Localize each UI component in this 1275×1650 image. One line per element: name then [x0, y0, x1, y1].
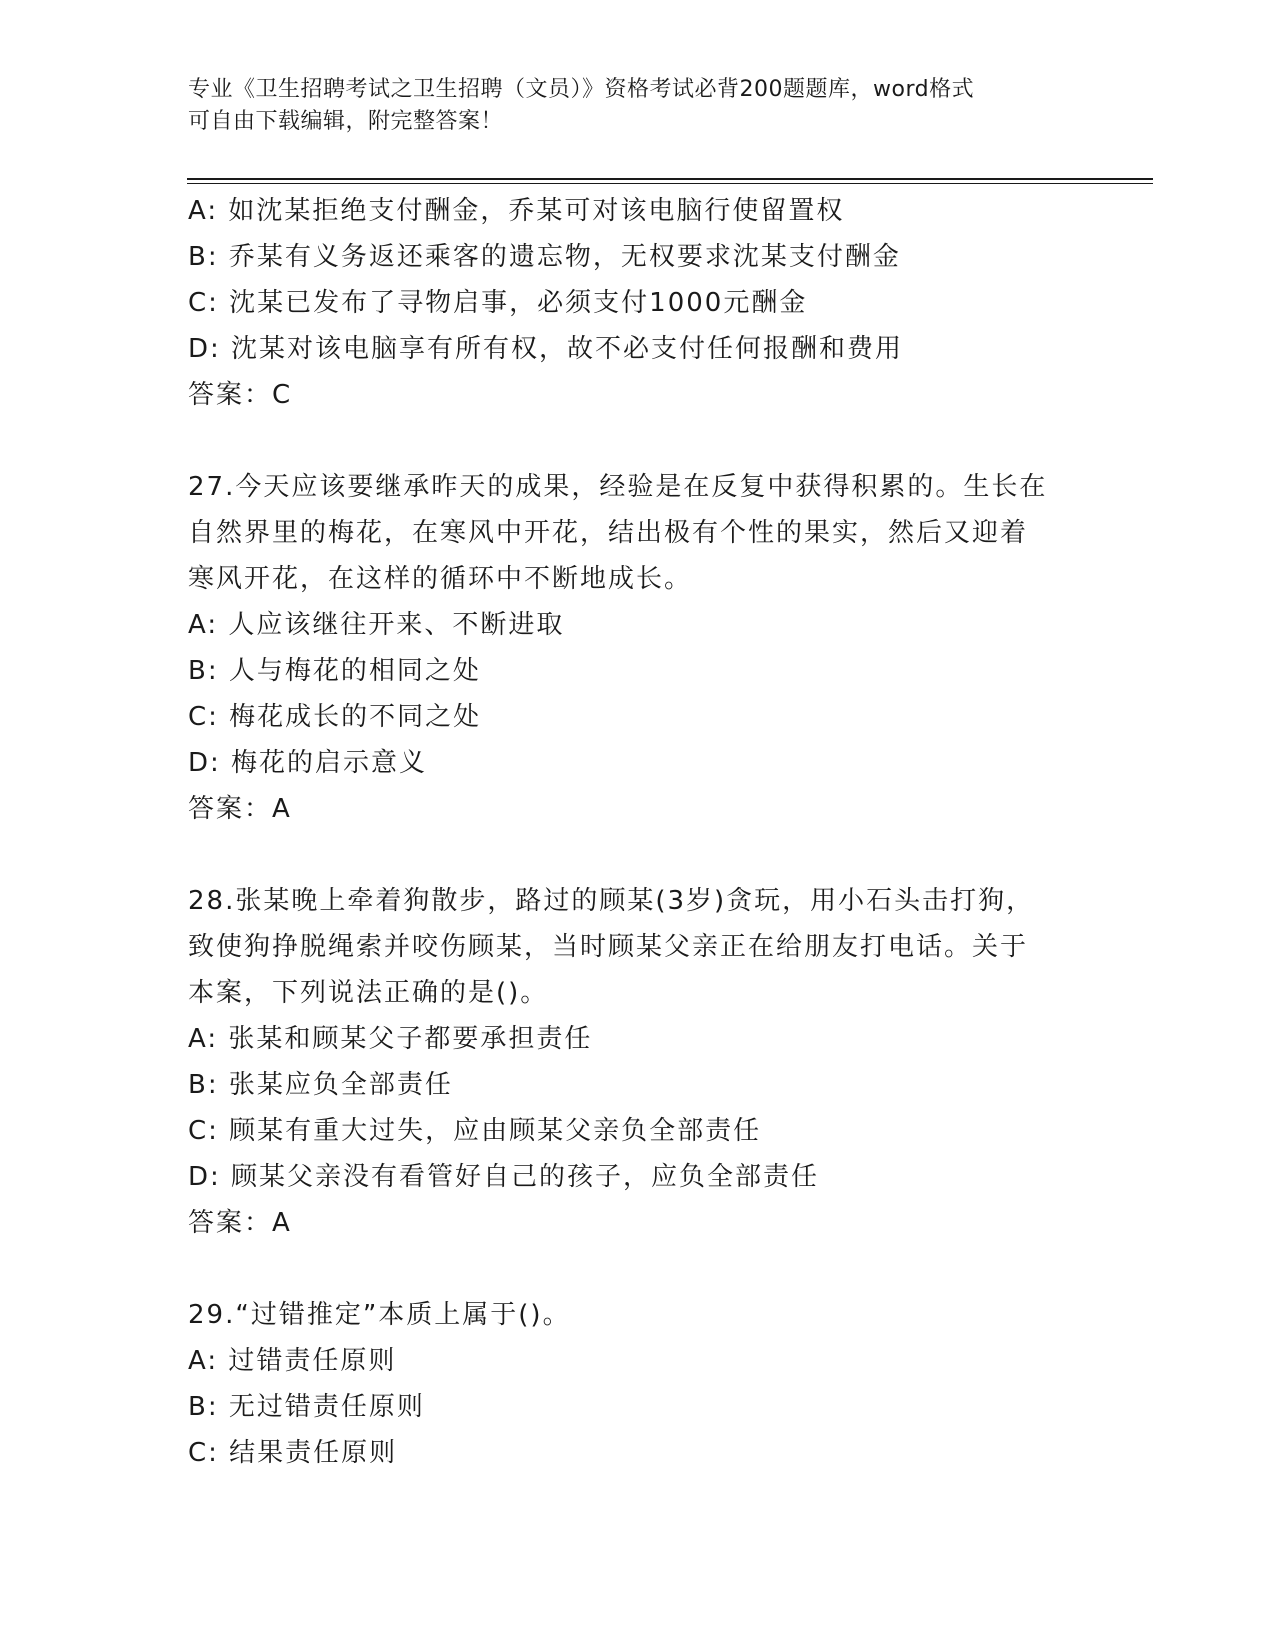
option-a: A: 张某和顾某父子都要承担责任 [188, 1024, 593, 1054]
option-c: C: 顾某有重大过失，应由顾某父亲负全部责任 [188, 1116, 762, 1146]
question-stem-line: 本案，下列说法正确的是()。 [188, 978, 549, 1008]
question-content [188, 188, 1088, 1476]
header-line-2: 可自由下载编辑，附完整答案！ [188, 109, 504, 134]
question-stem-line: 29.“过错推定”本质上属于()。 [188, 1300, 571, 1330]
option-b: B: 张某应负全部责任 [188, 1070, 453, 1100]
header-line-1: 专业《卫生招聘考试之卫生招聘（文员）》资格考试必背200题题库，word格式 [188, 77, 975, 102]
spacer [188, 832, 1088, 878]
header-divider-thick [187, 178, 1153, 180]
option-d: D: 梅花的启示意义 [188, 748, 428, 778]
option-c: C: 沈某已发布了寻物启事，必须支付1000元酬金 [188, 288, 808, 318]
question-stem-line: 寒风开花，在这样的循环中不断地成长。 [188, 564, 693, 594]
question-29 [188, 1292, 1088, 1476]
document-header [188, 74, 1068, 138]
option-a: A: 人应该继往开来、不断进取 [188, 610, 565, 640]
question-stem-line: 自然界里的梅花，在寒风中开花，结出极有个性的果实，然后又迎着 [188, 518, 1029, 548]
option-c: C: 梅花成长的不同之处 [188, 702, 482, 732]
option-d: D: 沈某对该电脑享有所有权，故不必支付任何报酬和费用 [188, 334, 904, 364]
option-a: A: 过错责任原则 [188, 1346, 397, 1376]
answer: 答案：A [188, 794, 292, 824]
option-b: B: 无过错责任原则 [188, 1392, 425, 1422]
question-27 [188, 464, 1088, 832]
header-divider-thin [187, 183, 1153, 184]
answer: 答案：C [188, 380, 293, 410]
spacer [188, 418, 1088, 464]
option-c: C: 结果责任原则 [188, 1438, 398, 1468]
option-b: B: 人与梅花的相同之处 [188, 656, 481, 686]
answer: 答案：A [188, 1208, 292, 1238]
question-stem-line: 27.今天应该要继承昨天的成果，经验是在反复中获得积累的。生长在 [188, 472, 1048, 502]
question-stem-line: 致使狗挣脱绳索并咬伤顾某，当时顾某父亲正在给朋友打电话。关于 [188, 932, 1029, 962]
spacer [188, 1246, 1088, 1292]
question-26 [188, 188, 1088, 418]
option-d: D: 顾某父亲没有看管好自己的孩子，应负全部责任 [188, 1162, 820, 1192]
question-28 [188, 878, 1088, 1246]
option-b: B: 乔某有义务返还乘客的遗忘物，无权要求沈某支付酬金 [188, 242, 901, 272]
option-a: A: 如沈某拒绝支付酬金，乔某可对该电脑行使留置权 [188, 196, 845, 226]
question-stem-line: 28.张某晚上牵着狗散步，路过的顾某(3岁)贪玩，用小石头击打狗， [188, 886, 1035, 916]
